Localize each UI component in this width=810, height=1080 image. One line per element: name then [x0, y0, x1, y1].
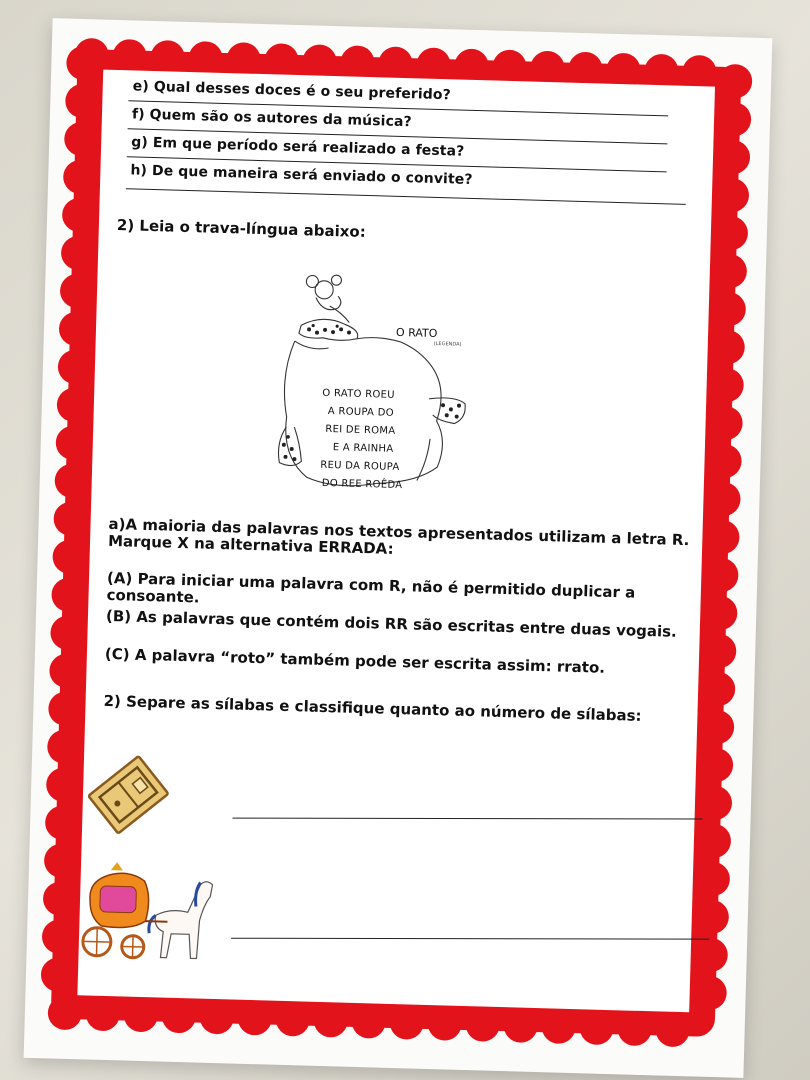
border-scallop	[700, 710, 735, 745]
border-scallop	[711, 292, 746, 327]
section-heading-syllables: 2) Separe as sílabas e classifique quanto ao número de sílabas:	[103, 691, 642, 725]
border-scallop	[706, 482, 741, 517]
worksheet-paper	[24, 18, 773, 1078]
poem-line: REI DE ROMA	[325, 423, 396, 437]
answer-line-h[interactable]	[126, 188, 686, 205]
border-scallop	[351, 1004, 386, 1039]
border-scallop	[161, 999, 196, 1034]
border-scallop	[47, 995, 82, 1030]
poem-line: O RATO ROEU	[322, 387, 395, 401]
border-scallop	[85, 996, 120, 1031]
border-scallop	[692, 975, 727, 1010]
question-g: g) Em que período será realizado a festa?	[130, 134, 465, 160]
border-scallop	[694, 899, 729, 934]
answer-line-carriage[interactable]	[231, 938, 709, 940]
border-scallop	[693, 937, 728, 972]
question-h: h) De que maneira será enviado o convite?	[130, 162, 473, 188]
option-a[interactable]: (A) Para iniciar uma palavra com R, não é permitido duplicar a consoante.	[106, 568, 636, 607]
border-scallop	[199, 1000, 234, 1035]
question-f: f) Quem são os autores da música?	[131, 106, 412, 131]
option-b[interactable]: (B) As palavras que contém dois RR são escritas entre duas vogais.	[105, 606, 678, 641]
border-scallop	[123, 998, 158, 1033]
poem-line: REU DA ROUPA	[320, 459, 400, 474]
border-scallop	[717, 102, 752, 137]
border-scallop	[713, 216, 748, 251]
poem-subtitle: (LEGENDA)	[433, 340, 462, 348]
question-e: e) Qual desses doces é o seu preferido?	[132, 78, 452, 104]
border-scallop	[427, 1006, 462, 1041]
border-scallop	[698, 785, 733, 820]
border-scallop	[699, 747, 734, 782]
poem-line: DO REE ROÊDA	[321, 477, 403, 492]
border-scallop	[716, 140, 751, 175]
border-scallop	[705, 520, 740, 555]
poem-line: E A RAINHA	[332, 442, 394, 455]
border-scallop	[541, 1009, 576, 1044]
border-scallop	[696, 823, 731, 858]
border-scallop	[313, 1003, 348, 1038]
poem-line: A ROUPA DO	[327, 405, 395, 419]
border-scallop	[465, 1007, 500, 1042]
option-c[interactable]: (C) A palavra “roto” também pode ser escrita assim: rrato.	[104, 644, 606, 677]
answer-line-mousetrap[interactable]	[232, 818, 702, 820]
worksheet-content-area	[77, 70, 715, 1013]
border-scallop	[715, 178, 750, 213]
border-scallop	[579, 1010, 614, 1045]
question-a-prompt: a)A maioria das palavras nos textos apresentados utilizam a letra R. Marque X na alternativa ERRADA:	[107, 514, 690, 558]
border-scallop	[704, 558, 739, 593]
border-scallop	[710, 330, 745, 365]
poem-title: O RATO	[395, 325, 438, 341]
border-scallop	[712, 254, 747, 289]
border-scallop	[275, 1002, 310, 1037]
border-scallop	[702, 634, 737, 669]
border-scallop	[703, 596, 738, 631]
mousetrap-icon	[78, 749, 180, 842]
border-scallop	[237, 1001, 272, 1036]
border-scallop	[718, 64, 753, 99]
border-scallop	[617, 1011, 652, 1046]
border-scallop	[707, 444, 742, 479]
border-scallop	[701, 672, 736, 707]
border-scallop	[655, 1012, 690, 1047]
section-heading-tongue-twister: 2) Leia o trava-língua abaixo:	[116, 216, 366, 241]
border-scallop	[503, 1008, 538, 1043]
border-scallop	[389, 1005, 424, 1040]
border-scallop	[708, 406, 743, 441]
carriage-icon	[70, 859, 223, 973]
border-scallop	[709, 368, 744, 403]
border-scallop	[695, 861, 730, 896]
